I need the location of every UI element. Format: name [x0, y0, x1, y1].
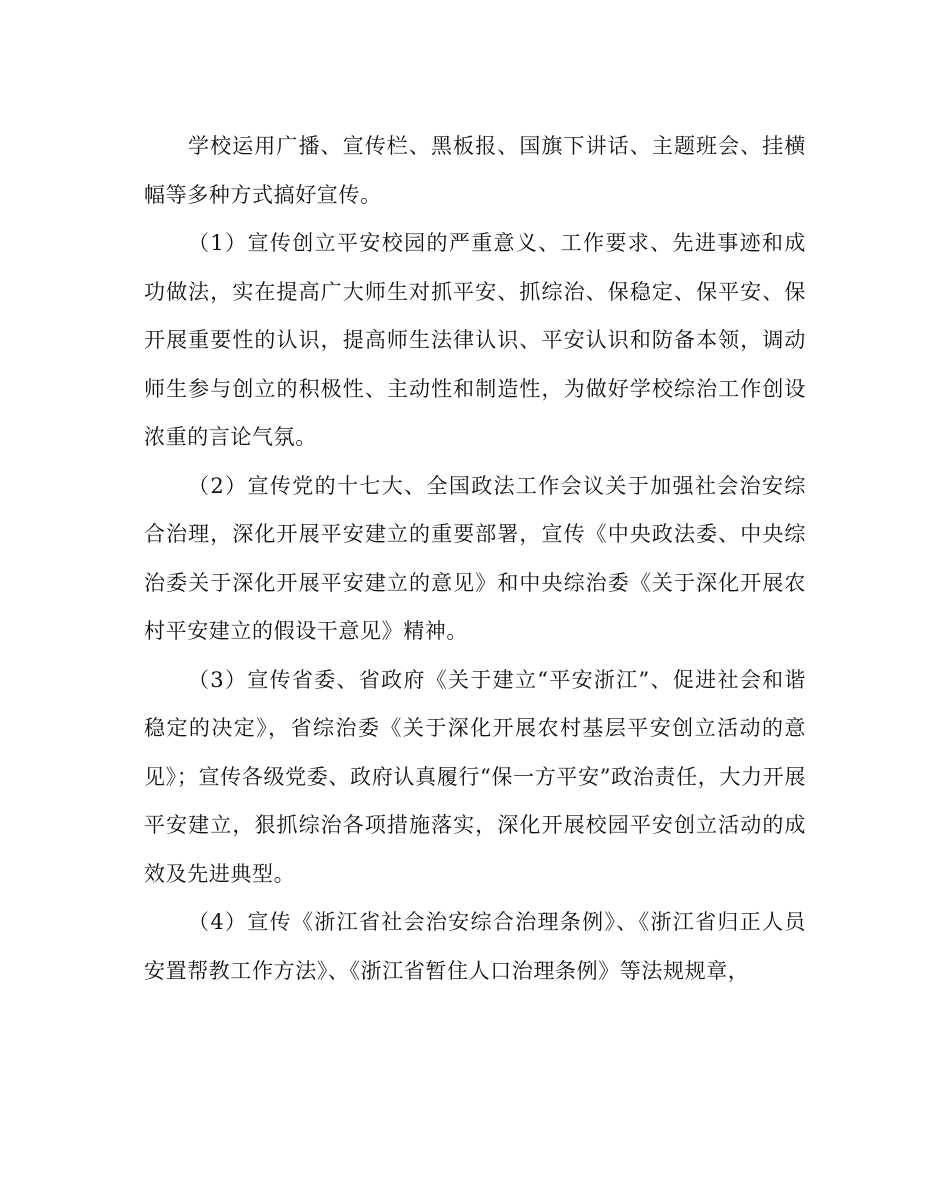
paragraph-item-3: （3）宣传省委、省政府《关于建立“平安浙江”、促进社会和谐稳定的决定》，省综治委《关于深化开展农村基层平安创立活动的意见》；宣传各级党委、政府认真履行“保一方平安”政治责任，大力开展平安建立，狠抓综治各项措施落实，深化开展校园平安创立活动的成效及先进典型。	[144, 667, 806, 886]
paragraph-intro: 学校运用广播、宣传栏、黑板报、国旗下讲话、主题班会、挂横幅等多种方式搞好宣传。	[144, 134, 806, 207]
document-body	[144, 122, 806, 995]
paragraph-item-2: （2）宣传党的十七大、全国政法工作会议关于加强社会治安综合治理，深化开展平安建立的重要部署，宣传《中央政法委、中央综治委关于深化开展平安建立的意见》和中央综治委《关于深化开展农村平安建立的假设干意见》精神。	[144, 473, 806, 643]
paragraph-item-1: （1）宣传创立平安校园的严重意义、工作要求、先进事迹和成功做法，实在提高广大师生对抓平安、抓综治、保稳定、保平安、保开展重要性的认识，提高师生法律认识、平安认识和防备本领，调动师生参与创立的积极性、主动性和制造性，为做好学校综治工作创设浓重的言论气氛。	[144, 231, 806, 449]
paragraph-item-4: （4）宣传《浙江省社会治安综合治理条例》、《浙江省归正人员安置帮教工作方法》、《浙江省暂住人口治理条例》等法规规章，	[144, 910, 806, 983]
